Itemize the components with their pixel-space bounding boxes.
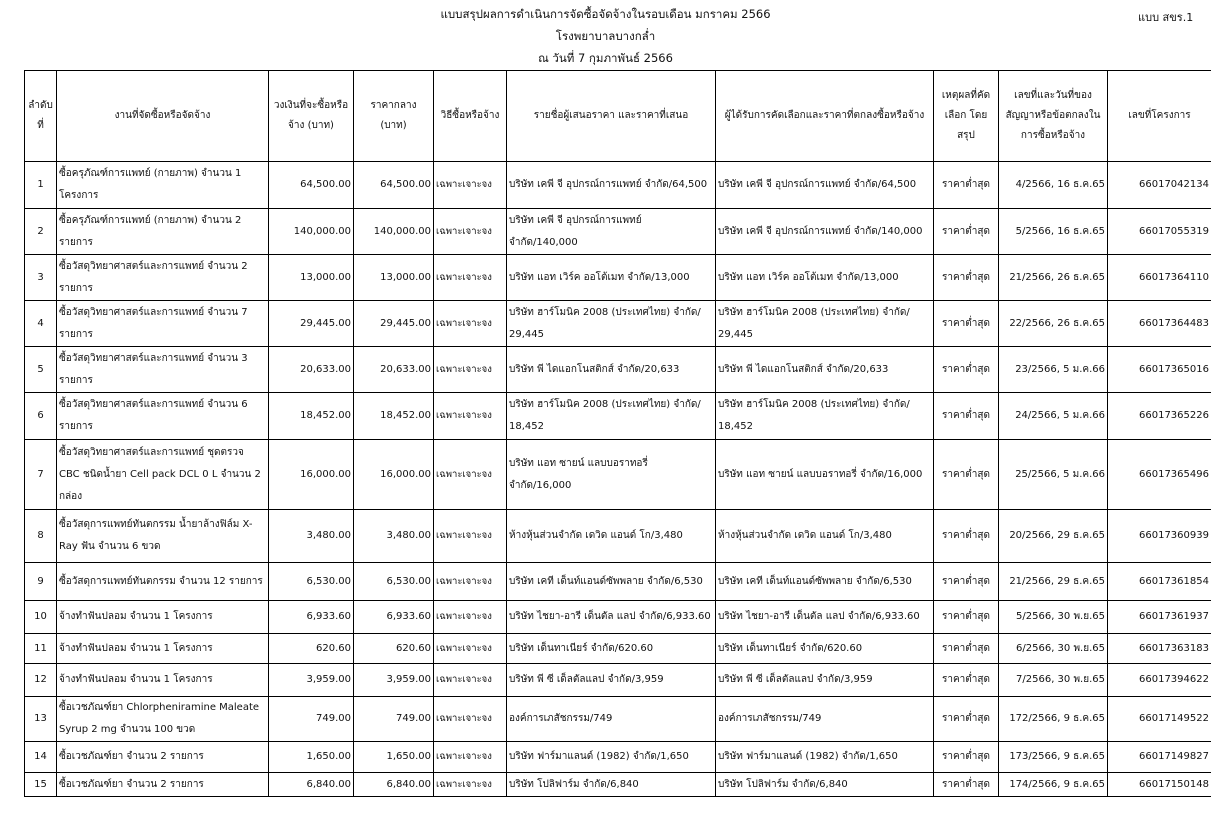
table-header-row — [25, 71, 1211, 162]
cell-winner: บริษัท ฮาร์โมนิค 2008 (ประเทศไทย) จำกัด/ 18,452 — [716, 393, 934, 440]
table-row — [25, 742, 1211, 773]
cell-project-no: 66017364110 — [1108, 255, 1211, 301]
cell-no: 10 — [25, 601, 57, 634]
cell-project-no: 66017150148 — [1108, 773, 1211, 797]
cell-budget: 20,633.00 — [269, 347, 354, 393]
cell-item: ซื้อวัสดุวิทยาศาสตร์และการแพทย์ จำนวน 6 รายการ — [57, 393, 269, 440]
cell-contract: 25/2566, 5 ม.ค.66 — [999, 440, 1108, 510]
cell-contract: 21/2566, 26 ธ.ค.65 — [999, 255, 1108, 301]
cell-winner: บริษัท ฮาร์โมนิค 2008 (ประเทศไทย) จำกัด/ 29,445 — [716, 301, 934, 347]
cell-contract: 20/2566, 29 ธ.ค.65 — [999, 510, 1108, 563]
cell-contract: 173/2566, 9 ธ.ค.65 — [999, 742, 1108, 773]
cell-median-price: 1,650.00 — [354, 742, 434, 773]
cell-no: 2 — [25, 209, 57, 255]
cell-contract: 21/2566, 29 ธ.ค.65 — [999, 563, 1108, 601]
cell-project-no: 66017364483 — [1108, 301, 1211, 347]
cell-contract: 4/2566, 16 ธ.ค.65 — [999, 162, 1108, 209]
col-header-no: ลำดับที่ — [25, 71, 57, 162]
cell-bidder: บริษัท ฟาร์มาแลนด์ (1982) จำกัด/1,650 — [507, 742, 716, 773]
organization-name: โรงพยาบาลบางกล่ำ — [555, 29, 656, 43]
cell-contract: 23/2566, 5 ม.ค.66 — [999, 347, 1108, 393]
cell-reason: ราคาต่ำสุด — [934, 301, 999, 347]
cell-budget: 29,445.00 — [269, 301, 354, 347]
cell-contract: 174/2566, 9 ธ.ค.65 — [999, 773, 1108, 797]
cell-project-no: 66017042134 — [1108, 162, 1211, 209]
cell-budget: 3,959.00 — [269, 664, 354, 697]
table-row — [25, 393, 1211, 440]
cell-item: ซื้อวัสดุการแพทย์ทันตกรรม น้ำยาล้างฟิล์ม X-Ray ฟัน จำนวน 6 ขวด — [57, 510, 269, 563]
cell-method: เฉพาะเจาะจง — [434, 601, 507, 634]
col-header-method: วิธีซื้อหรือจ้าง — [434, 71, 507, 162]
cell-median-price: 20,633.00 — [354, 347, 434, 393]
cell-bidder: บริษัท พี ซี เด็ลตัลแลป จำกัด/3,959 — [507, 664, 716, 697]
cell-reason: ราคาต่ำสุด — [934, 742, 999, 773]
cell-no: 12 — [25, 664, 57, 697]
cell-winner: องค์การเภสัชกรรม/749 — [716, 697, 934, 742]
cell-no: 1 — [25, 162, 57, 209]
cell-no: 6 — [25, 393, 57, 440]
cell-median-price: 13,000.00 — [354, 255, 434, 301]
cell-bidder: บริษัท เคพี จี อุปกรณ์การแพทย์ จำกัด/140,000 — [507, 209, 716, 255]
cell-reason: ราคาต่ำสุด — [934, 209, 999, 255]
cell-item: ซื้อวัสดุวิทยาศาสตร์และการแพทย์ ชุดตรวจ CBC ชนิดน้ำยา Cell pack DCL 0 L จำนวน 2 กล่อง — [57, 440, 269, 510]
cell-project-no: 66017361854 — [1108, 563, 1211, 601]
cell-bidder: บริษัท โปลิฟาร์ม จำกัด/6,840 — [507, 773, 716, 797]
cell-budget: 64,500.00 — [269, 162, 354, 209]
table-body — [25, 162, 1211, 797]
cell-bidder: บริษัท ฮาร์โมนิค 2008 (ประเทศไทย) จำกัด/ 18,452 — [507, 393, 716, 440]
cell-item: ซื้อวัสดุวิทยาศาสตร์และการแพทย์ จำนวน 7 รายการ — [57, 301, 269, 347]
cell-contract: 6/2566, 30 พ.ย.65 — [999, 634, 1108, 664]
cell-winner: บริษัท เคพี จี อุปกรณ์การแพทย์ จำกัด/64,500 — [716, 162, 934, 209]
cell-reason: ราคาต่ำสุด — [934, 664, 999, 697]
cell-reason: ราคาต่ำสุด — [934, 255, 999, 301]
cell-no: 11 — [25, 634, 57, 664]
table-row — [25, 162, 1211, 209]
cell-no: 7 — [25, 440, 57, 510]
cell-winner: บริษัท เคพี จี อุปกรณ์การแพทย์ จำกัด/140,000 — [716, 209, 934, 255]
cell-no: 13 — [25, 697, 57, 742]
cell-contract: 172/2566, 9 ธ.ค.65 — [999, 697, 1108, 742]
cell-budget: 6,840.00 — [269, 773, 354, 797]
cell-method: เฉพาะเจาะจง — [434, 440, 507, 510]
cell-project-no: 66017365226 — [1108, 393, 1211, 440]
table-row — [25, 347, 1211, 393]
cell-bidder: องค์การเภสัชกรรม/749 — [507, 697, 716, 742]
table-row — [25, 563, 1211, 601]
cell-reason: ราคาต่ำสุด — [934, 347, 999, 393]
cell-bidder: บริษัท แอท ซายน์ แลบบอราทอรี่ จำกัด/16,000 — [507, 440, 716, 510]
cell-item: ซื้อเวชภัณฑ์ยา Chlorpheniramine Maleate Syrup 2 mg จำนวน 100 ขวด — [57, 697, 269, 742]
table-row — [25, 209, 1211, 255]
cell-method: เฉพาะเจาะจง — [434, 697, 507, 742]
cell-item: ซื้อครุภัณฑ์การแพทย์ (กายภาพ) จำนวน 2 รายการ — [57, 209, 269, 255]
cell-method: เฉพาะเจาะจง — [434, 347, 507, 393]
table-row — [25, 510, 1211, 563]
cell-winner: บริษัท ไชยา-อารี เด็นตัล แลป จำกัด/6,933.60 — [716, 601, 934, 634]
cell-winner: บริษัท แอท เวิร์ค ออโต้เมท จำกัด/13,000 — [716, 255, 934, 301]
cell-budget: 6,530.00 — [269, 563, 354, 601]
table-row — [25, 634, 1211, 664]
cell-item: จ้างทำฟันปลอม จำนวน 1 โครงการ — [57, 664, 269, 697]
cell-contract: 7/2566, 30 พ.ย.65 — [999, 664, 1108, 697]
cell-median-price: 3,959.00 — [354, 664, 434, 697]
cell-reason: ราคาต่ำสุด — [934, 440, 999, 510]
cell-method: เฉพาะเจาะจง — [434, 510, 507, 563]
table-row — [25, 301, 1211, 347]
cell-method: เฉพาะเจาะจง — [434, 255, 507, 301]
cell-bidder: ห้างหุ้นส่วนจำกัด เดวิด แอนด์ โก/3,480 — [507, 510, 716, 563]
table-row — [25, 664, 1211, 697]
cell-median-price: 749.00 — [354, 697, 434, 742]
cell-method: เฉพาะเจาะจง — [434, 634, 507, 664]
cell-project-no: 66017394622 — [1108, 664, 1211, 697]
col-header-contract: เลขที่และวันที่ของสัญญาหรือข้อตกลงในการซื้อหรือจ้าง — [999, 71, 1108, 162]
cell-median-price: 6,530.00 — [354, 563, 434, 601]
cell-reason: ราคาต่ำสุด — [934, 393, 999, 440]
col-header-project-no: เลขที่โครงการ — [1108, 71, 1211, 162]
cell-budget: 140,000.00 — [269, 209, 354, 255]
cell-method: เฉพาะเจาะจง — [434, 773, 507, 797]
table-row — [25, 601, 1211, 634]
cell-median-price: 29,445.00 — [354, 301, 434, 347]
cell-bidder: บริษัท ฮาร์โมนิค 2008 (ประเทศไทย) จำกัด/ 29,445 — [507, 301, 716, 347]
cell-reason: ราคาต่ำสุด — [934, 697, 999, 742]
cell-method: เฉพาะเจาะจง — [434, 563, 507, 601]
cell-item: ซื้อวัสดุวิทยาศาสตร์และการแพทย์ จำนวน 3 รายการ — [57, 347, 269, 393]
cell-budget: 1,650.00 — [269, 742, 354, 773]
document-title: แบบสรุปผลการดำเนินการจัดซื้อจัดจ้างในรอบเดือน มกราคม 2566 — [440, 7, 771, 21]
cell-bidder: บริษัท เด็นทาเนียร์ จำกัด/620.60 — [507, 634, 716, 664]
cell-project-no: 66017363183 — [1108, 634, 1211, 664]
cell-reason: ราคาต่ำสุด — [934, 563, 999, 601]
cell-item: จ้างทำฟันปลอม จำนวน 1 โครงการ — [57, 601, 269, 634]
cell-no: 3 — [25, 255, 57, 301]
cell-project-no: 66017149827 — [1108, 742, 1211, 773]
cell-method: เฉพาะเจาะจง — [434, 209, 507, 255]
cell-project-no: 66017360939 — [1108, 510, 1211, 563]
cell-median-price: 620.60 — [354, 634, 434, 664]
cell-bidder: บริษัท พี ไดแอกโนสติกส์ จำกัด/20,633 — [507, 347, 716, 393]
cell-method: เฉพาะเจาะจง — [434, 664, 507, 697]
cell-project-no: 66017149522 — [1108, 697, 1211, 742]
cell-method: เฉพาะเจาะจง — [434, 742, 507, 773]
col-header-bidders: รายชื่อผู้เสนอราคา และราคาที่เสนอ — [507, 71, 716, 162]
cell-median-price: 18,452.00 — [354, 393, 434, 440]
cell-contract: 5/2566, 30 พ.ย.65 — [999, 601, 1108, 634]
cell-median-price: 6,933.60 — [354, 601, 434, 634]
cell-item: จ้างทำฟันปลอม จำนวน 1 โครงการ — [57, 634, 269, 664]
cell-no: 14 — [25, 742, 57, 773]
cell-method: เฉพาะเจาะจง — [434, 301, 507, 347]
cell-budget: 16,000.00 — [269, 440, 354, 510]
col-header-reason: เหตุผลที่คัดเลือก โดยสรุป — [934, 71, 999, 162]
cell-no: 4 — [25, 301, 57, 347]
cell-reason: ราคาต่ำสุด — [934, 162, 999, 209]
cell-item: ซื้อเวชภัณฑ์ยา จำนวน 2 รายการ — [57, 773, 269, 797]
cell-winner: บริษัท ฟาร์มาแลนด์ (1982) จำกัด/1,650 — [716, 742, 934, 773]
cell-bidder: บริษัท ไชยา-อารี เด็นตัล แลป จำกัด/6,933.60 — [507, 601, 716, 634]
cell-median-price: 3,480.00 — [354, 510, 434, 563]
cell-bidder: บริษัท แอท เวิร์ค ออโต้เมท จำกัด/13,000 — [507, 255, 716, 301]
procurement-table — [24, 70, 1211, 797]
cell-bidder: บริษัท เคพี จี อุปกรณ์การแพทย์ จำกัด/64,500 — [507, 162, 716, 209]
cell-method: เฉพาะเจาะจง — [434, 162, 507, 209]
cell-median-price: 16,000.00 — [354, 440, 434, 510]
col-header-winner: ผู้ได้รับการคัดเลือกและราคาที่ตกลงซื้อหรือจ้าง — [716, 71, 934, 162]
cell-budget: 3,480.00 — [269, 510, 354, 563]
cell-contract: 24/2566, 5 ม.ค.66 — [999, 393, 1108, 440]
cell-winner: บริษัท แอท ซายน์ แลบบอราทอรี่ จำกัด/16,000 — [716, 440, 934, 510]
cell-contract: 5/2566, 16 ธ.ค.65 — [999, 209, 1108, 255]
cell-winner: ห้างหุ้นส่วนจำกัด เดวิด แอนด์ โก/3,480 — [716, 510, 934, 563]
table-row — [25, 255, 1211, 301]
cell-budget: 620.60 — [269, 634, 354, 664]
cell-no: 9 — [25, 563, 57, 601]
cell-no: 5 — [25, 347, 57, 393]
cell-reason: ราคาต่ำสุด — [934, 510, 999, 563]
cell-winner: บริษัท พี ซี เด็ลตัลแลป จำกัด/3,959 — [716, 664, 934, 697]
cell-item: ซื้อครุภัณฑ์การแพทย์ (กายภาพ) จำนวน 1 โครงการ — [57, 162, 269, 209]
cell-item: ซื้อวัสดุวิทยาศาสตร์และการแพทย์ จำนวน 2 รายการ — [57, 255, 269, 301]
cell-project-no: 66017365016 — [1108, 347, 1211, 393]
cell-winner: บริษัท พี ไดแอกโนสติกส์ จำกัด/20,633 — [716, 347, 934, 393]
cell-winner: บริษัท เด็นทาเนียร์ จำกัด/620.60 — [716, 634, 934, 664]
cell-bidder: บริษัท เคที เด็นท์แอนด์ซัพพลาย จำกัด/6,530 — [507, 563, 716, 601]
table-row — [25, 697, 1211, 742]
cell-median-price: 140,000.00 — [354, 209, 434, 255]
cell-no: 15 — [25, 773, 57, 797]
cell-budget: 749.00 — [269, 697, 354, 742]
cell-reason: ราคาต่ำสุด — [934, 634, 999, 664]
cell-median-price: 6,840.00 — [354, 773, 434, 797]
cell-winner: บริษัท โปลิฟาร์ม จำกัด/6,840 — [716, 773, 934, 797]
cell-budget: 6,933.60 — [269, 601, 354, 634]
cell-project-no: 66017055319 — [1108, 209, 1211, 255]
cell-item: ซื้อเวชภัณฑ์ยา จำนวน 2 รายการ — [57, 742, 269, 773]
table-row — [25, 440, 1211, 510]
cell-reason: ราคาต่ำสุด — [934, 773, 999, 797]
cell-method: เฉพาะเจาะจง — [434, 393, 507, 440]
col-header-median-price: ราคากลาง (บาท) — [354, 71, 434, 162]
cell-item: ซื้อวัสดุการแพทย์ทันตกรรม จำนวน 12 รายการ — [57, 563, 269, 601]
table-row — [25, 773, 1211, 797]
cell-winner: บริษัท เคที เด็นท์แอนด์ซัพพลาย จำกัด/6,530 — [716, 563, 934, 601]
cell-project-no: 66017365496 — [1108, 440, 1211, 510]
cell-reason: ราคาต่ำสุด — [934, 601, 999, 634]
report-date: ณ วันที่ 7 กุมภาพันธ์ 2566 — [538, 51, 673, 65]
cell-budget: 18,452.00 — [269, 393, 354, 440]
col-header-budget: วงเงินที่จะซื้อหรือจ้าง (บาท) — [269, 71, 354, 162]
col-header-item: งานที่จัดซื้อหรือจัดจ้าง — [57, 71, 269, 162]
cell-budget: 13,000.00 — [269, 255, 354, 301]
form-code: แบบ สขร.1 — [1138, 11, 1194, 24]
cell-contract: 22/2566, 26 ธ.ค.65 — [999, 301, 1108, 347]
cell-project-no: 66017361937 — [1108, 601, 1211, 634]
cell-median-price: 64,500.00 — [354, 162, 434, 209]
cell-no: 8 — [25, 510, 57, 563]
